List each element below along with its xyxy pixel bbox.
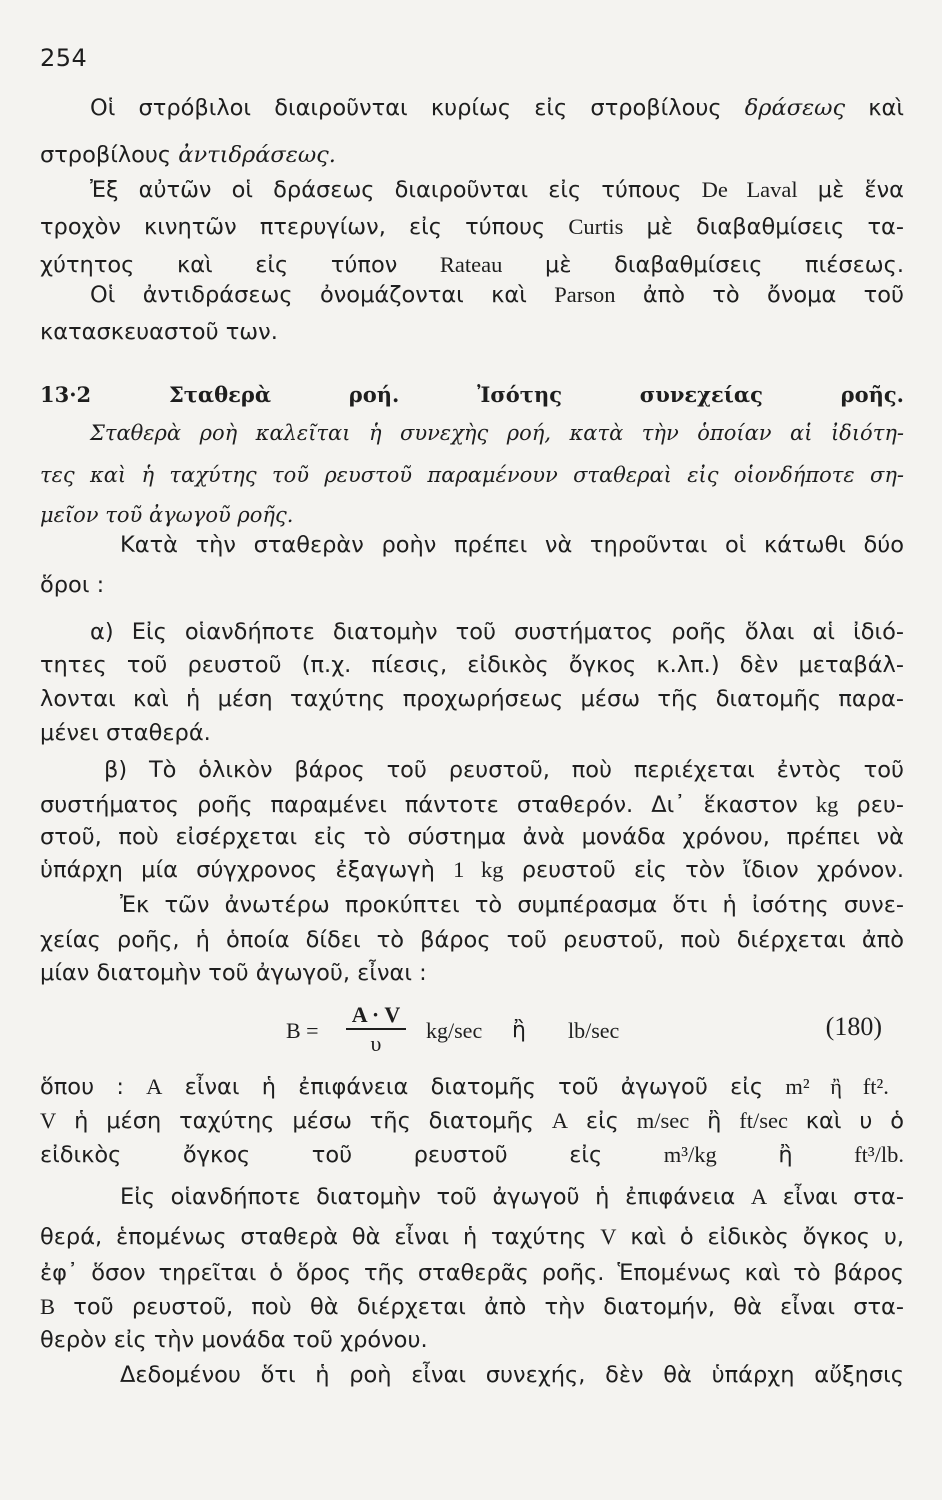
definition-line (40, 460, 904, 490)
text-run: τες καὶ ἡ ταχύτης τοῦ ρευστοῦ παραμένουν σταθεραὶ εἰς οἱονδήποτε ση- (40, 463, 904, 487)
text-run: ὅπου : (40, 1074, 147, 1100)
text-run: εἰδικὸς ὄγκος τοῦ ρευστοῦ εἰς (40, 1142, 664, 1168)
text-run: μίαν διατομὴν τοῦ ἀγωγοῦ, εἶναι : (40, 960, 427, 986)
text-run: B (40, 1294, 56, 1319)
text-run: θερά, ἑπομένως σταθερὰ θὰ εἶναι ἡ ταχύτης (40, 1224, 601, 1250)
text-line (40, 1106, 904, 1136)
text-run: Δεδομένου ὅτι ἡ ροὴ εἶναι συνεχής, δὲν θὰ ὑπάρχη αὔξησις (120, 1362, 904, 1388)
text-run: m³/kg (663, 1142, 717, 1167)
text-line (40, 212, 904, 242)
text-line (40, 250, 904, 280)
text-run: μὲ διαβαθμίσεις πιέσεως. (502, 252, 904, 278)
text-run: καὶ ὁ εἰδικὸς ὄγκος υ, (616, 1224, 904, 1250)
equation-number: (180) (825, 1012, 882, 1041)
text-run: χύτητος καὶ εἰς τύπον (40, 252, 440, 278)
list-item-b (104, 755, 904, 785)
text-run: λονται καὶ ἡ μέση ταχύτης προχωρήσεως μέσω τῆς διατομῆς παρα- (40, 686, 904, 712)
text-run: Ἐξ αὐτῶν οἱ δράσεως διαιροῦνται εἰς τύπους (90, 177, 702, 203)
text-run: A (551, 1108, 569, 1133)
text-run: m² ἢ ft². (785, 1074, 889, 1099)
text-run: εἶναι ἡ ἐπιφάνεια διατομῆς τοῦ ἀγωγοῦ εἰς (162, 1074, 786, 1100)
text-line (40, 684, 904, 714)
text-run: Curtis (568, 214, 624, 239)
formula-unit-lb: lb/sec (568, 1018, 620, 1043)
text-line (90, 93, 904, 123)
text-line (90, 175, 904, 205)
text-run: ἢ (716, 1142, 855, 1168)
text-run: καὶ υ ὁ (787, 1108, 904, 1134)
text-run: τητες τοῦ ρευστοῦ (π.χ. πίεσις, εἰδικὸς ὄγκος κ.λπ.) δὲν μεταβάλ- (40, 652, 904, 678)
text-run: kg (815, 792, 839, 817)
formula-numerator: A · V (351, 1002, 401, 1027)
text-run: A (750, 1184, 768, 1209)
formula-denominator: υ (370, 1030, 382, 1056)
formula-unit-kg: kg/sec (426, 1018, 483, 1043)
equation-180 (286, 1004, 906, 1064)
text-run: Parson (554, 282, 616, 307)
text-run: ft/sec (739, 1108, 788, 1133)
text-run: ἀντιδράσεως. (178, 142, 336, 168)
text-line (40, 822, 904, 852)
text-line (40, 317, 278, 347)
text-run: m/sec (636, 1108, 690, 1133)
text-run: β) Τὸ ὁλικὸν βάρος τοῦ ρευστοῦ, ποὺ περιέχεται ἐντὸς τοῦ (104, 757, 904, 783)
text-run: μὲ ἕνα (797, 177, 904, 203)
text-line (40, 1222, 904, 1252)
text-run: 1 kg (453, 857, 504, 882)
text-run: συστήματος ροῆς παραμένει πάντοτε σταθερόν. Δι᾽ ἕκαστον (40, 792, 816, 818)
text-line (40, 1072, 889, 1102)
text-run: Κατὰ τὴν σταθερὰν ροὴν πρέπει νὰ τηροῦνται οἱ κάτωθι δύο (120, 532, 904, 558)
fraction-bar (346, 1028, 406, 1030)
text-run: ἐφ᾽ ὅσον τηρεῖται ὁ ὅρος τῆς σταθερᾶς ροῆς. Ἑπομένως καὶ τὸ βάρος (40, 1260, 904, 1286)
formula-or: ἢ (512, 1018, 526, 1043)
text-run: τοῦ ρευστοῦ, ποὺ θὰ διέρχεται ἀπὸ τὴν διατομήν, θὰ εἶναι στα- (55, 1294, 904, 1320)
text-line (120, 1360, 904, 1390)
text-line (40, 650, 904, 680)
text-run: Εἰς οἱανδήποτε διατομὴν τοῦ ἀγωγοῦ ἡ ἐπιφάνεια (120, 1184, 751, 1210)
text-run: V (40, 1108, 57, 1133)
text-run: μεῖον τοῦ ἀγωγοῦ ροῆς. (40, 503, 294, 527)
text-run: ρευ- (838, 792, 905, 818)
text-line (120, 890, 904, 920)
text-run: ἀπὸ τὸ ὄνομα τοῦ (615, 282, 904, 308)
formula-fraction (346, 1004, 406, 1056)
text-run: τροχὸν κινητῶν πτερυγίων, εἰς τύπους (40, 214, 569, 240)
text-line (40, 718, 211, 748)
text-line (40, 570, 104, 600)
text-line (40, 1292, 904, 1322)
list-item-a (90, 617, 904, 647)
formula-lhs: B = (286, 1018, 319, 1043)
section-heading (40, 380, 904, 410)
text-run: ἡ μέση ταχύτης μέσω τῆς διατομῆς (56, 1108, 552, 1134)
text-run: α) Εἰς οἱανδήποτε διατομὴν τοῦ συστήματος ροῆς ὅλαι αἱ ἰδιό- (90, 619, 904, 645)
text-line (40, 140, 336, 170)
text-run: ρευστοῦ εἰς τὸν ἴδιον χρόνον. (503, 857, 904, 883)
text-run: Ἐκ τῶν ἀνωτέρω προκύπτει τὸ συμπέρασμα ὅτι ἡ ἰσότης συνε- (120, 892, 904, 918)
definition-line (90, 418, 904, 448)
text-run: ὅροι : (40, 572, 105, 598)
text-run: Οἱ ἀντιδράσεως ὀνομάζονται καὶ (90, 282, 555, 308)
text-run: θερὸν εἰς τὴν μονάδα τοῦ χρόνου. (40, 1327, 428, 1353)
text-line (40, 1325, 428, 1355)
text-run: 13·2 Σταθερὰ ροή. Ἰσότης συνεχείας ροῆς. (40, 382, 904, 407)
text-run: κατασκευαστοῦ των. (40, 319, 278, 345)
text-run: V (600, 1224, 617, 1249)
text-line (120, 1182, 904, 1212)
text-line (90, 280, 904, 310)
text-run: A (146, 1074, 163, 1099)
text-run: ὑπάρχη μία σύγχρονος ἐξαγωγὴ (40, 857, 454, 883)
text-run: χείας ροῆς, ἡ ὁποία δίδει τὸ βάρος τοῦ ρευστοῦ, ποὺ διέρχεται ἀπὸ (40, 927, 904, 953)
text-run: Σταθερὰ ροὴ καλεῖται ἡ συνεχὴς ροή, κατὰ τὴν ὁποίαν αἱ ἰδιότη- (90, 421, 904, 445)
text-run: εἶναι στα- (767, 1184, 904, 1210)
text-run: καὶ (845, 95, 905, 121)
text-line (40, 958, 427, 988)
text-run: ἢ (689, 1108, 740, 1134)
definition-line (40, 500, 293, 530)
text-run: Rateau (439, 252, 503, 277)
text-run: δράσεως (744, 95, 846, 121)
text-run: στοῦ, ποὺ εἰσέρχεται εἰς τὸ σύστημα ἀνὰ μονάδα χρόνου, πρέπει νὰ (40, 824, 904, 850)
text-run: μένει σταθερά. (40, 720, 211, 746)
text-line (120, 530, 904, 560)
text-run: De Laval (701, 177, 798, 202)
text-line (40, 925, 904, 955)
text-line (40, 855, 904, 885)
page-number: 254 (40, 44, 88, 72)
text-run: εἰς (568, 1108, 637, 1134)
text-run: ft³/lb. (854, 1142, 904, 1167)
text-line (40, 1258, 904, 1288)
text-line (40, 790, 904, 820)
text-line (40, 1140, 904, 1170)
text-run: μὲ διαβαθμίσεις τα- (623, 214, 904, 240)
text-run: Οἱ στρόβιλοι διαιροῦνται κυρίως εἰς στροβίλους (90, 95, 745, 121)
text-run: στροβίλους (40, 142, 179, 168)
